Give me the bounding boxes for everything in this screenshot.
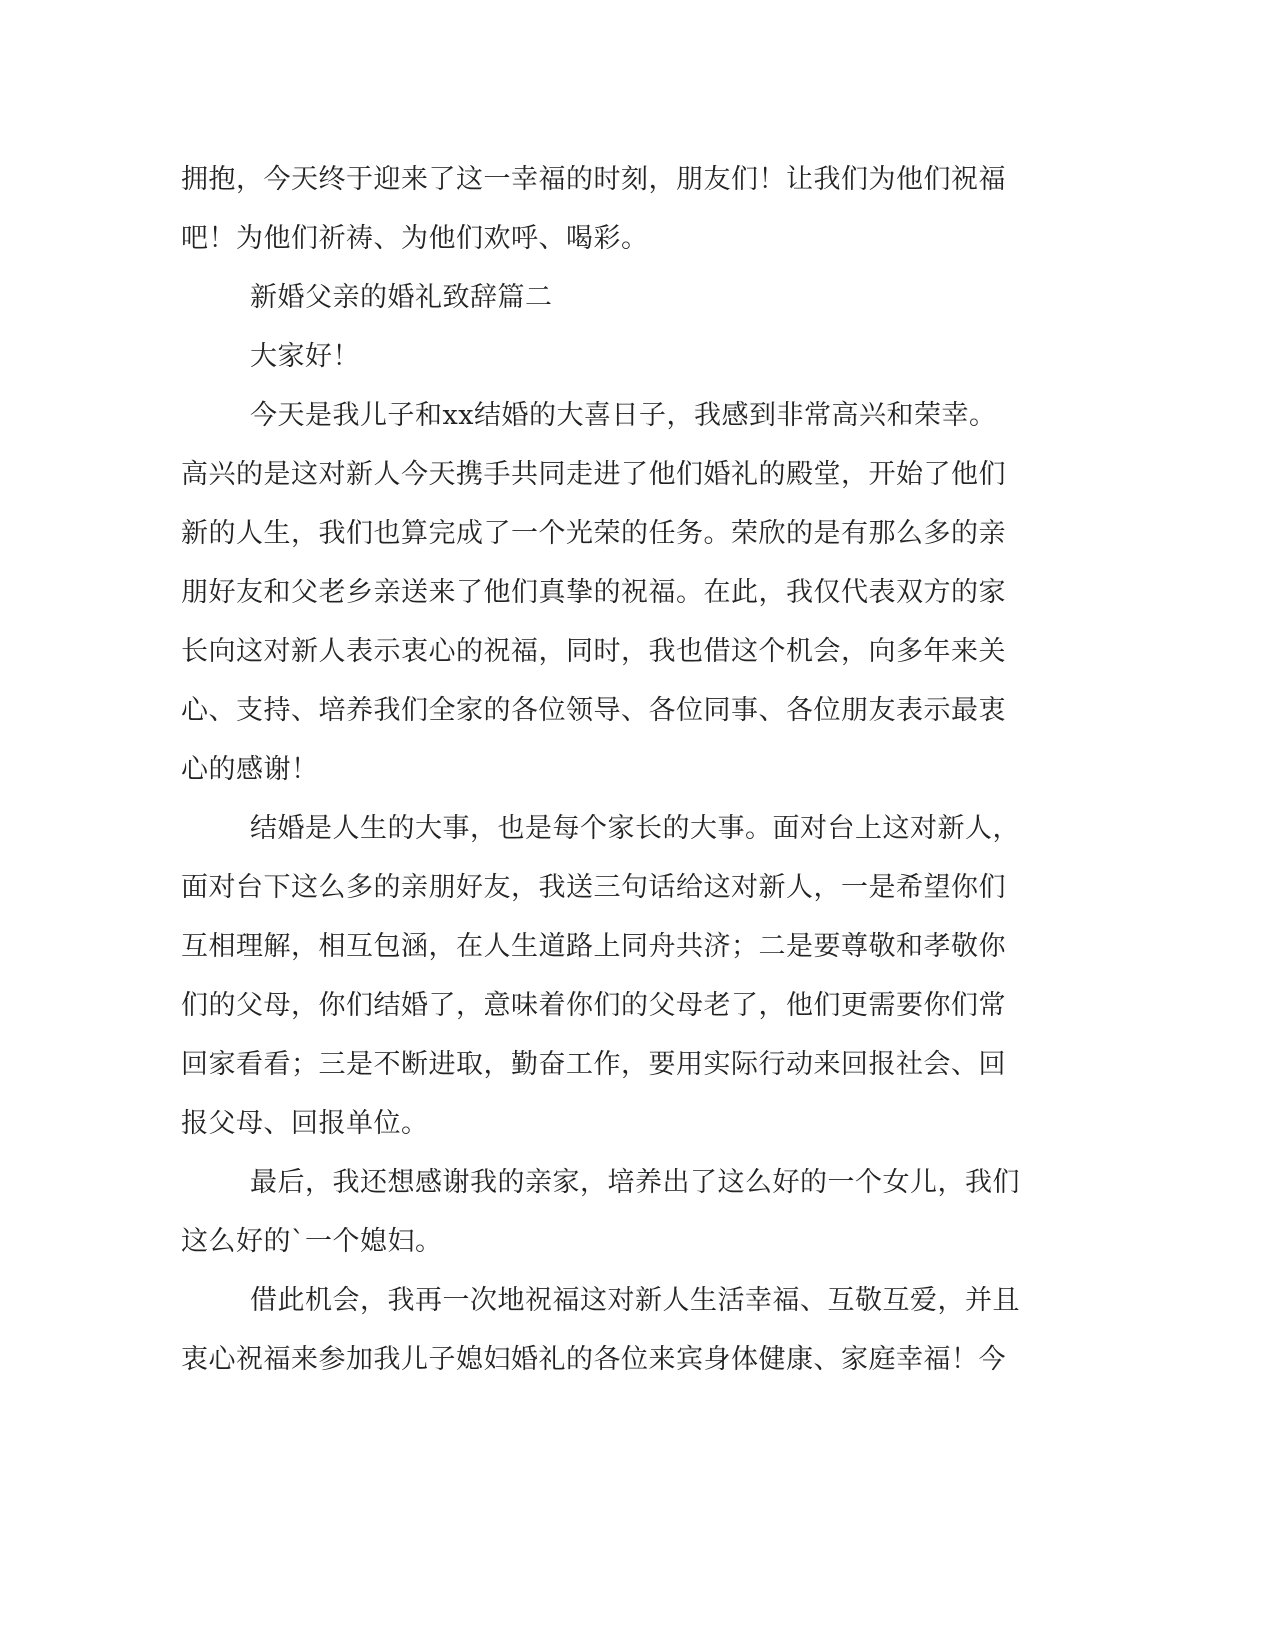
text-line: 今天是我儿子和xx结婚的大喜日子，我感到非常高兴和荣幸。 (250, 400, 997, 431)
text-line: 长向这对新人表示衷心的祝福，同时，我也借这个机会，向多年来关 (181, 636, 1006, 667)
text-line: 高兴的是这对新人今天携手共同走进了他们婚礼的殿堂，开始了他们 (181, 459, 1006, 490)
text-line: 们的父母，你们结婚了，意味着你们的父母老了，他们更需要你们常 (181, 990, 1006, 1021)
text-line: 心、支持、培养我们全家的各位领导、各位同事、各位朋友表示最衷 (181, 695, 1006, 726)
text-line: 吧！为他们祈祷、为他们欢呼、喝彩。 (181, 223, 649, 254)
text-line: 衷心祝福来参加我儿子媳妇婚礼的各位来宾身体健康、家庭幸福！今 (181, 1344, 1006, 1375)
text-line: 借此机会，我再一次地祝福这对新人生活幸福、互敬互爱，并且 (250, 1285, 1020, 1316)
text-line: 拥抱，今天终于迎来了这一幸福的时刻，朋友们！让我们为他们祝福 (181, 164, 1006, 195)
text-line: 结婚是人生的大事，也是每个家长的大事。面对台上这对新人， (250, 813, 1020, 844)
greeting-line: 大家好！ (250, 341, 360, 372)
text-line: 心的感谢！ (181, 754, 319, 785)
section-heading: 新婚父亲的婚礼致辞篇二 (250, 282, 553, 313)
text-line: 朋好友和父老乡亲送来了他们真挚的祝福。在此，我仅代表双方的家 (181, 577, 1006, 608)
text-line: 回家看看；三是不断进取，勤奋工作，要用实际行动来回报社会、回 (181, 1049, 1006, 1080)
text-line: 最后，我还想感谢我的亲家，培养出了这么好的一个女儿，我们 (250, 1167, 1020, 1198)
text-line: 互相理解，相互包涵，在人生道路上同舟共济；二是要尊敬和孝敬你 (181, 931, 1006, 962)
text-line: 报父母、回报单位。 (181, 1108, 429, 1139)
text-line: 新的人生，我们也算完成了一个光荣的任务。荣欣的是有那么多的亲 (181, 518, 1006, 549)
text-line: 面对台下这么多的亲朋好友，我送三句话给这对新人，一是希望你们 (181, 872, 1006, 903)
text-line: 这么好的`一个媳妇。 (181, 1226, 443, 1257)
